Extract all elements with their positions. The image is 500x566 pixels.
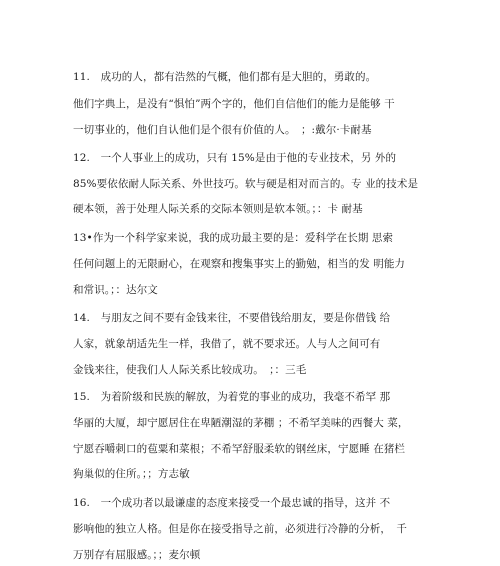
paragraph-12-line-2: 85%要依依耐人际关系、外世技巧。软与硬是相对而言的。专 业的技术是 — [73, 178, 419, 190]
paragraph-15-line-1: 15. 为着阶级和民族的解放，为着党的事业的成功，我毫不希罕 那 — [73, 391, 391, 403]
paragraph-13-line-3: 和常识。；：达尔文 — [73, 284, 158, 296]
paragraph-14-line-3: 金钱来往，使我们人人际关系比较成功。 ；：三毛 — [73, 364, 307, 376]
paragraph-16-line-1: 16. 一个成功者以最谦虚的态度来接受一个最忠诚的指导，这并 不 — [73, 497, 391, 509]
paragraph-14-line-2: 人家，就象胡适先生一样，我借了，就不要求还。人与人之间可有 — [73, 338, 381, 350]
paragraph-13-line-2: 任何问题上的无限耐心，在观察和搜集事实上的勤勉，相当的发 明能力 — [73, 258, 406, 270]
paragraph-13-line-1: 13•作为一个科学家来说，我的成功最主要的是：爱科学在长期 思索 — [73, 232, 394, 244]
paragraph-15-line-2: 华丽的大厦，却宁愿居住在卑陋潮湿的茅棚 ；不希罕美味的西餐大 菜， — [73, 417, 409, 429]
paragraph-11-line-2: 他们字典上，是没有“惧怕”两个字的，他们自信他们的能力是能够 干 — [73, 98, 395, 110]
paragraph-11-line-3: 一切事业的，他们自认他们是个很有价值的人。 ；:戴尔·卡耐基 — [73, 124, 372, 136]
paragraph-16-line-3: 万别存有屈服感。；；麦尔顿 — [73, 549, 201, 561]
paragraph-12-line-1: 12. 一个人事业上的成功，只有 15%是由于他的专业技术，另 外的 — [73, 152, 397, 164]
paragraph-14-line-1: 14. 与朋友之间不要有金钱来往，不要借钱给朋友，要是你借钱 给 — [73, 312, 391, 324]
paragraph-16-line-2: 影响他的独立人格。但是你在接受指导之前，必须进行冷静的分析， 千 — [73, 523, 407, 535]
paragraph-15-line-4: 狗巢似的住所。；；方志敏 — [73, 468, 190, 480]
paragraph-11-line-1: 11. 成功的人，都有浩然的气概，他们都有是大胆的，勇敢的。 — [73, 71, 377, 83]
paragraph-15-line-3: 宁愿吞嚼刺口的苞粟和菜根；不希罕舒服柔软的钢丝床，宁愿睡 在猪栏 — [73, 443, 406, 455]
paragraph-12-line-3: 硬本领，善于处理人际关系的交际本领则是软本领。；：卡 耐基 — [73, 203, 363, 215]
